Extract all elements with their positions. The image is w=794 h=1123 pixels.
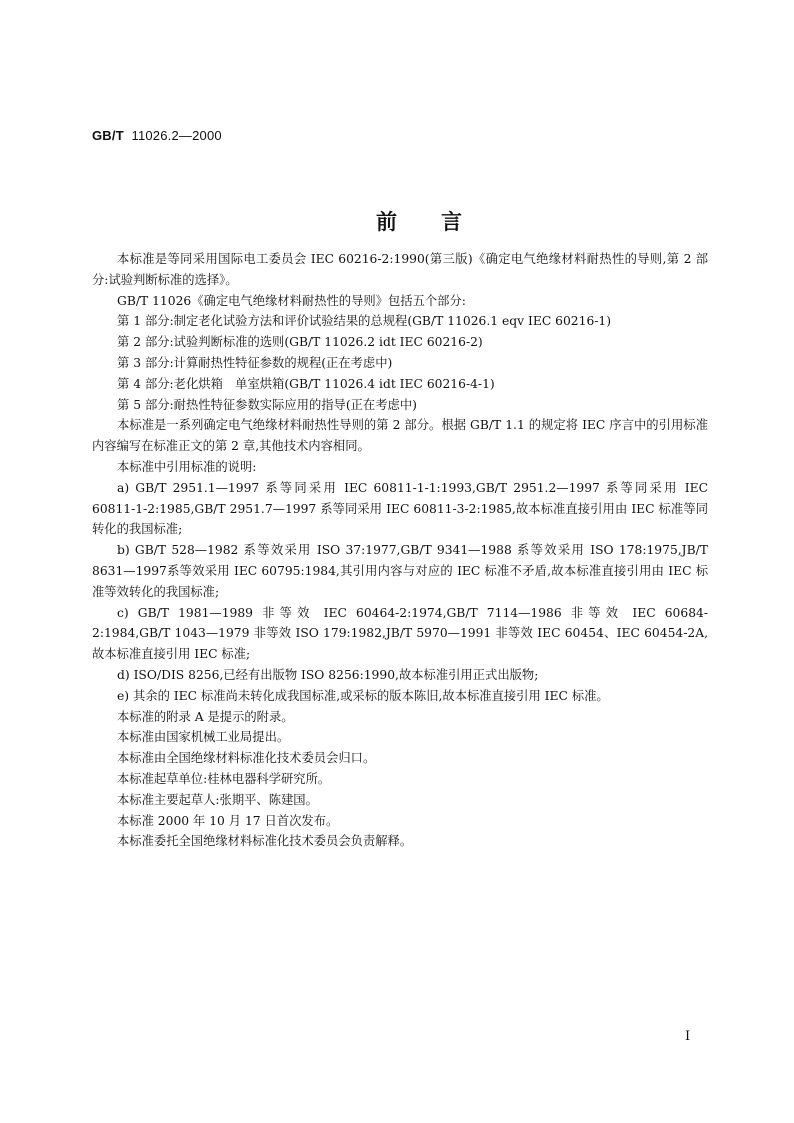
list-item: 第 5 部分:耐热性特征参数实际应用的指导(正在考虑中) bbox=[117, 397, 417, 412]
document-code bbox=[92, 128, 222, 143]
paragraph: 本标准是一系列确定电气绝缘材料耐热性导则的第 2 部分。根据 GB/T 1.1 的规定将 IEC 序言中的引用标准内容编写在标准正文的第 2 章,其他技术内容相同。 bbox=[92, 418, 708, 454]
paragraph: 本标准委托全国绝缘材料标准化技术委员会负责解释。 bbox=[117, 834, 413, 849]
list-item: 第 2 部分:试验判断标准的选则(GB/T 11026.2 idt IEC 60216-2) bbox=[117, 335, 483, 350]
paragraph: 本标准 2000 年 10 月 17 日首次发布。 bbox=[117, 813, 339, 828]
list-item: d) ISO/DIS 8256,已经有出版物 ISO 8256:1990,故本标准引用正式出版物; bbox=[117, 667, 539, 682]
paragraph: 本标准由国家机械工业局提出。 bbox=[117, 730, 290, 745]
document-code-number: 11026.2—2000 bbox=[131, 128, 222, 143]
paragraph: 本标准主要起草人:张期平、陈建国。 bbox=[117, 792, 318, 807]
page-number: I bbox=[685, 1029, 691, 1044]
list-item: a) GB/T 2951.1—1997 系等同采用 IEC 60811-1-1:1993,GB/T 2951.2—1997 系等同采用 IEC 60811-1-2:1985,GB/T 2951.7—1997 系等同采用 IEC 60811-3-2:1985,故本标准直接引用由 IEC 标准等同转化的我国标准; bbox=[92, 480, 708, 537]
list-item: c) GB/T 1981—1989 非等效 IEC 60464-2:1974,GB/T 7114—1986 非等效 IEC 60684-2:1984,GB/T 1043—1979 非等效 ISO 179:1982,JB/T 5970—1991 非等效 IEC 60454、IEC 60454-2A,故本标准直接引用 IEC 标准; bbox=[92, 605, 708, 662]
list-item: e) 其余的 IEC 标准尚未转化成我国标准,或采标的版本陈旧,故本标准直接引用 IEC 标准。 bbox=[117, 688, 609, 703]
paragraph: 本标准中引用标准的说明: bbox=[117, 459, 257, 474]
paragraph: 本标准由全国绝缘材料标准化技术委员会归口。 bbox=[117, 751, 376, 766]
paragraph: 本标准的附录 A 是提示的附录。 bbox=[117, 709, 294, 724]
paragraph: 本标准是等同采用国际电工委员会 IEC 60216-2:1990(第三版)《确定电气绝缘材料耐热性的导则,第 2 部分:试验判断标准的选择》。 bbox=[92, 252, 708, 287]
list-item: 第 4 部分:老化烘箱 单室烘箱(GB/T 11026.4 idt IEC 60216-4-1) bbox=[117, 376, 495, 391]
list-item: b) GB/T 528—1982 系等效采用 ISO 37:1977,GB/T 9341—1988 系等效采用 ISO 178:1975,JB/T 8631—1997系等效采用 IEC 60795:1984,其引用内容与对应的 IEC 标准不矛盾,故本标准直接引用由 IEC 标准等效转化的我国标准; bbox=[92, 543, 708, 599]
page-title: 前言 bbox=[376, 209, 506, 234]
document-code-prefix: GB/T bbox=[92, 128, 124, 143]
foreword-body bbox=[92, 249, 708, 852]
paragraph: GB/T 11026《确定电气绝缘材料耐热性的导则》包括五个部分: bbox=[117, 293, 466, 308]
paragraph: 本标准起草单位:桂林电器科学研究所。 bbox=[117, 771, 331, 786]
list-item: 第 1 部分:制定老化试验方法和评价试验结果的总规程(GB/T 11026.1 eqv IEC 60216-1) bbox=[117, 314, 612, 329]
list-item: 第 3 部分:计算耐热性特征参数的规程(正在考虑中) bbox=[117, 355, 393, 370]
